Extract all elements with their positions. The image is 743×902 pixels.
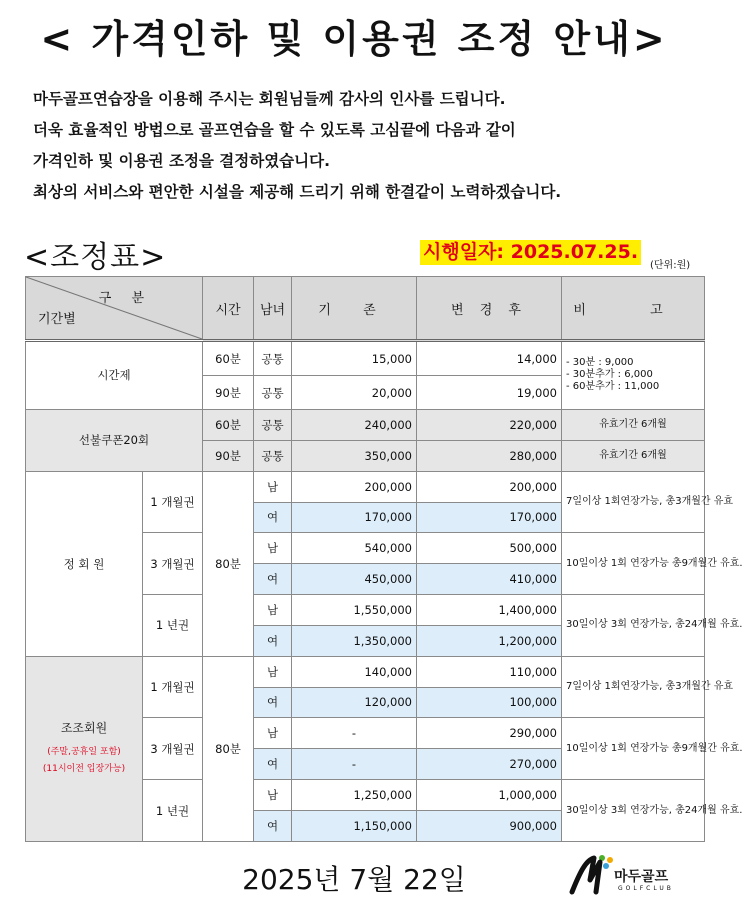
after-price: 1,200,000 xyxy=(417,625,562,656)
after-price: 200,000 xyxy=(417,471,562,502)
remarks-cell: 30일이상 3회 연장가능, 총24개월 유효. xyxy=(562,595,705,657)
gender-female: 여 xyxy=(254,625,292,656)
remarks-cell: 7일이상 1회연장가능, 총3개월간 유효 xyxy=(562,471,705,533)
after-price: 220,000 xyxy=(417,409,562,440)
golf-club-logo xyxy=(566,852,686,898)
before-price: 540,000 xyxy=(292,533,417,564)
unit-label: (단위:원) xyxy=(650,260,691,271)
time-cell: 90분 xyxy=(203,440,254,471)
category-header-top: 구 분 xyxy=(98,291,152,306)
gender-male: 남 xyxy=(254,780,292,811)
time-cell: 80분 xyxy=(203,471,254,656)
after-price: 14,000 xyxy=(417,341,562,376)
gender-female: 여 xyxy=(254,749,292,780)
after-price: 500,000 xyxy=(417,533,562,564)
period-label: 1 개월권 xyxy=(143,656,203,718)
price-table xyxy=(25,276,743,842)
gender-female: 여 xyxy=(254,564,292,595)
remarks-cell: 7일이상 1회연장가능, 총3개월간 유효 xyxy=(562,656,705,718)
gender-female: 여 xyxy=(254,687,292,718)
before-price: 1,550,000 xyxy=(292,595,417,626)
hourly-note-line: - 60분추가 : 11,000 xyxy=(566,381,660,393)
hourly-label: 시간제 xyxy=(26,341,203,410)
hourly-note xyxy=(562,341,705,410)
time-header: 시간 xyxy=(203,277,254,341)
regular-label: 정 회 원 xyxy=(26,471,143,656)
table-title: <조정표> xyxy=(24,240,167,275)
remarks-cell: 유효기간 6개월 xyxy=(562,409,705,440)
after-price: 100,000 xyxy=(417,687,562,718)
after-price: 170,000 xyxy=(417,502,562,533)
hourly-note-line: - 30분추가 : 6,000 xyxy=(566,369,653,381)
after-price: 19,000 xyxy=(417,376,562,410)
period-label: 1 개월권 xyxy=(143,471,203,533)
before-price: 240,000 xyxy=(292,409,417,440)
gender-cell: 공통 xyxy=(254,440,292,471)
time-cell: 80분 xyxy=(203,656,254,841)
table-row xyxy=(26,341,705,376)
remarks-header: 비 고 xyxy=(562,277,705,341)
page-title: < 가격인하 및 이용권 조정 안내> xyxy=(40,17,668,61)
before-price: 1,150,000 xyxy=(292,810,417,841)
before-price: - xyxy=(292,718,417,749)
table-row xyxy=(26,471,705,502)
gender-header: 남녀 xyxy=(254,277,292,341)
early-sub-note: (11시이전 입장가능) xyxy=(42,764,126,775)
gender-female: 여 xyxy=(254,810,292,841)
gender-cell: 공통 xyxy=(254,409,292,440)
before-price: 350,000 xyxy=(292,440,417,471)
after-price: 290,000 xyxy=(417,718,562,749)
gender-male: 남 xyxy=(254,533,292,564)
before-price: - xyxy=(292,749,417,780)
gender-male: 남 xyxy=(254,471,292,502)
gender-male: 남 xyxy=(254,595,292,626)
gender-male: 남 xyxy=(254,656,292,687)
remarks-cell: 30일이상 3회 연장가능, 총24개월 유효. xyxy=(562,780,705,842)
gender-cell: 공통 xyxy=(254,341,292,376)
after-price: 1,400,000 xyxy=(417,595,562,626)
before-header: 기 존 xyxy=(292,277,417,341)
after-price: 270,000 xyxy=(417,749,562,780)
after-price: 410,000 xyxy=(417,564,562,595)
period-label: 1 년권 xyxy=(143,780,203,842)
before-price: 1,350,000 xyxy=(292,625,417,656)
table-header-row xyxy=(26,277,705,341)
category-header xyxy=(26,277,203,341)
after-price: 110,000 xyxy=(417,656,562,687)
time-cell: 60분 xyxy=(203,409,254,440)
before-price: 140,000 xyxy=(292,656,417,687)
period-label: 3 개월권 xyxy=(143,533,203,595)
notice-date: 2025년 7월 22일 xyxy=(242,863,466,896)
intro-line: 더욱 효율적인 방법으로 골프연습을 할 수 있도록 고심끝에 다음과 같이 xyxy=(33,121,516,139)
before-price: 120,000 xyxy=(292,687,417,718)
remarks-cell: 유효기간 6개월 xyxy=(562,440,705,471)
effective-date: 시행일자: 2025.07.25. xyxy=(420,240,641,265)
time-cell: 90분 xyxy=(203,376,254,410)
table-row xyxy=(26,656,705,687)
before-price: 200,000 xyxy=(292,471,417,502)
after-price: 280,000 xyxy=(417,440,562,471)
gender-female: 여 xyxy=(254,502,292,533)
category-header-bottom: 기간별 xyxy=(38,312,76,327)
time-cell: 60분 xyxy=(203,341,254,376)
after-price: 1,000,000 xyxy=(417,780,562,811)
after-price: 900,000 xyxy=(417,810,562,841)
before-price: 1,250,000 xyxy=(292,780,417,811)
before-price: 15,000 xyxy=(292,341,417,376)
before-price: 170,000 xyxy=(292,502,417,533)
coupon-label: 선불쿠폰20회 xyxy=(26,409,203,471)
before-price: 450,000 xyxy=(292,564,417,595)
after-header: 변 경 후 xyxy=(417,277,562,341)
remarks-cell: 10일이상 1회 연장가능 총9개월간 유효. xyxy=(562,718,705,780)
early-label xyxy=(26,656,143,841)
early-sub-note: (주말,공휴일 포함) xyxy=(47,747,121,758)
period-label: 1 년권 xyxy=(143,595,203,657)
logo-sub: GOLFCLUB xyxy=(618,885,674,892)
hourly-note-line: - 30분 : 9,000 xyxy=(566,357,634,369)
table-row xyxy=(26,409,705,440)
intro-text xyxy=(33,84,705,208)
intro-line: 마두골프연습장을 이용해 주시는 회원님들께 감사의 인사를 드립니다. xyxy=(33,90,506,108)
early-label-text: 조조회원 xyxy=(60,721,108,736)
intro-line: 최상의 서비스와 편안한 시설을 제공해 드리기 위해 한결같이 노력하겠습니다. xyxy=(33,183,562,201)
period-label: 3 개월권 xyxy=(143,718,203,780)
logo-name: 마두골프 xyxy=(614,869,669,885)
gender-cell: 공통 xyxy=(254,376,292,410)
gender-male: 남 xyxy=(254,718,292,749)
before-price: 20,000 xyxy=(292,376,417,410)
remarks-cell: 10일이상 1회 연장가능 총9개월간 유효. xyxy=(562,533,705,595)
intro-line: 가격인하 및 이용권 조정을 결정하였습니다. xyxy=(33,152,330,170)
